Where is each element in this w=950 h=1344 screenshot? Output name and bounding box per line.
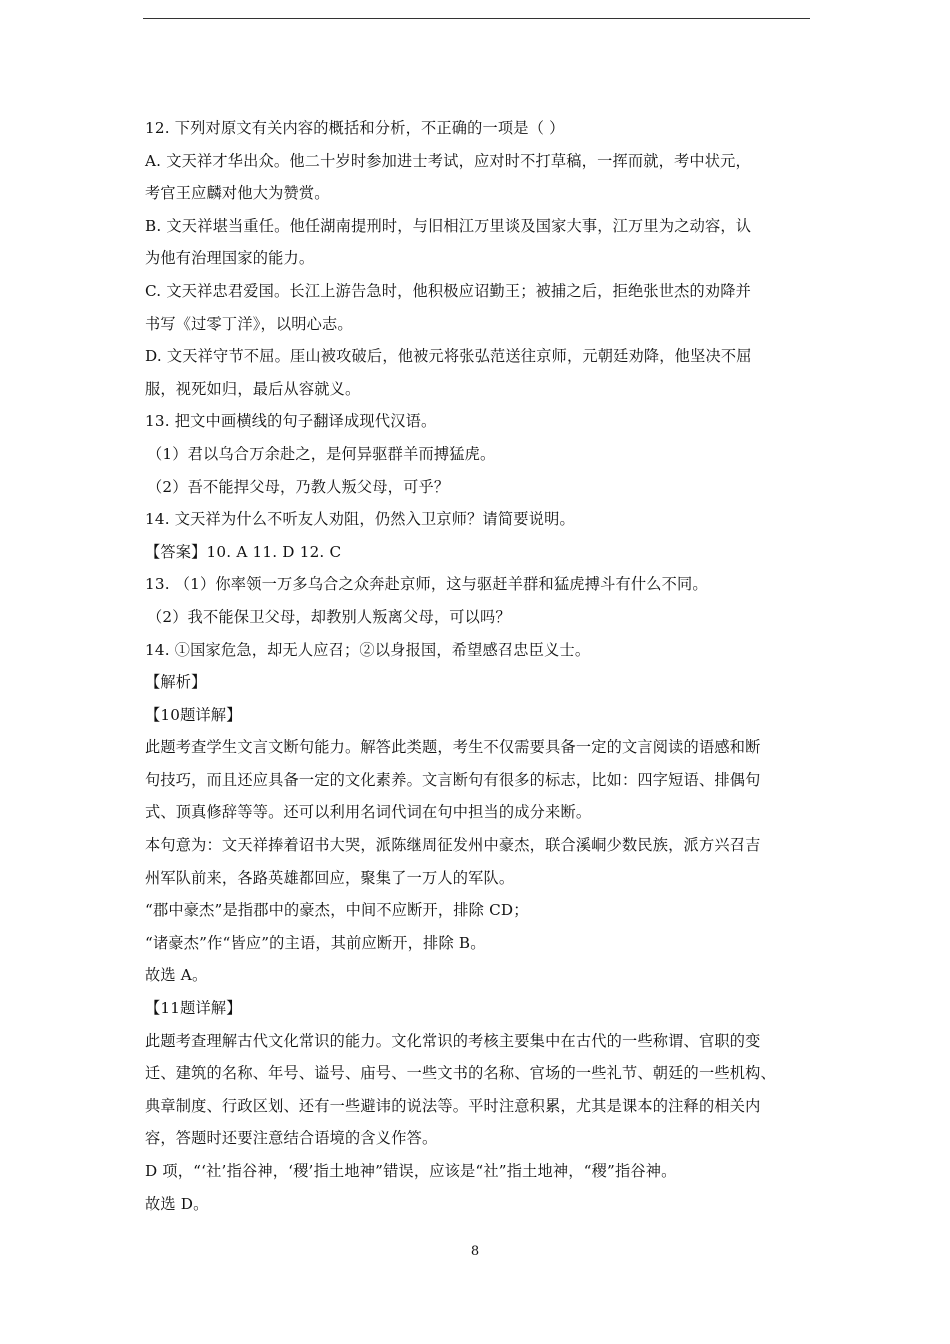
detail-11-note: D 项，“‘社’指谷神，‘稷’指土地神”错误，应该是“社”指土地神，“稷”指谷神。 bbox=[145, 1162, 677, 1180]
detail-11-conclusion: 故选 D。 bbox=[145, 1194, 209, 1213]
option-d-line-2: 服，视死如归，最后从容就义。 bbox=[145, 379, 361, 398]
detail-10-note-2: “诸豪杰”作“皆应”的主语，其前应断开，排除 B。 bbox=[145, 933, 486, 952]
detail-10-para-1-line-3: 式、顶真修辞等等。还可以利用名词代词在句中担当的成分来断。 bbox=[145, 803, 592, 822]
option-c-line-1: C. 文天祥忠君爱国。长江上游告急时，他积极应诏勤王；被捕之后，拒绝张世杰的劝降并 bbox=[145, 281, 752, 300]
detail-11-para-1-line-3: 典章制度、行政区划、还有一些避讳的说法等。平时注意积累，尤其是课本的注释的相关内 bbox=[145, 1096, 761, 1115]
question-13-part-2: （2）吾不能捍父母，乃教人叛父母，可乎？ bbox=[147, 477, 450, 496]
page-number: 8 bbox=[470, 1244, 480, 1259]
detail-10-para-2-line-2: 州军队前来，各路英雄都回应，聚集了一万人的军队。 bbox=[145, 868, 515, 887]
question-13-part-1: （1）君以乌合万余赴之，是何异驱群羊而搏猛虎。 bbox=[147, 444, 496, 463]
option-a-line-1: A. 文天祥才华出众。他二十岁时参加进士考试，应对时不打草稿，一挥而就，考中状元， bbox=[145, 151, 751, 170]
detail-10-para-2-line-1: 本句意为：文天祥捧着诏书大哭，派陈继周征发州中豪杰，联合溪峒少数民族，派方兴召吉 bbox=[145, 836, 761, 855]
option-d-line-1: D. 文天祥守节不屈。厓山被攻破后，他被元将张弘范送往京师，元朝廷劝降，他坚决不屈 bbox=[145, 347, 752, 366]
document-body bbox=[145, 112, 810, 1220]
detail-11-para-1-line-2: 迁、建筑的名称、年号、谥号、庙号、一些文书的名称、官场的一些礼节、朝廷的一些机构、 bbox=[145, 1064, 776, 1083]
answer-14: 14. ①国家危急，却无人应召；②以身报国，希望感召忠臣义士。 bbox=[145, 640, 591, 659]
option-c-line-2: 书写《过零丁洋》，以明心志。 bbox=[145, 314, 353, 333]
option-a-line-2: 考官王应麟对他大为赞赏。 bbox=[145, 184, 330, 203]
question-12-stem: 12. 下列对原文有关内容的概括和分析，不正确的一项是（ ） bbox=[145, 119, 565, 137]
detail-11-heading: 【11题详解】 bbox=[145, 999, 242, 1018]
option-b-line-1: B. 文天祥堪当重任。他任湖南提刑时，与旧相江万里谈及国家大事，江万里为之动容，认 bbox=[145, 216, 752, 235]
detail-11-para-1-line-1: 此题考查理解古代文化常识的能力。文化常识的考核主要集中在古代的一些称谓、官职的变 bbox=[145, 1031, 761, 1050]
header-rule bbox=[143, 18, 810, 19]
question-14-stem: 14. 文天祥为什么不听友人劝阻，仍然入卫京师？请简要说明。 bbox=[145, 510, 575, 529]
option-b-line-2: 为他有治理国家的能力。 bbox=[145, 249, 315, 268]
analysis-heading: 【解析】 bbox=[145, 673, 207, 692]
answer-heading: 【答案】10. A 11. D 12. C bbox=[145, 542, 342, 561]
question-13-stem: 13. 把文中画横线的句子翻译成现代汉语。 bbox=[145, 412, 437, 431]
detail-10-conclusion: 故选 A。 bbox=[145, 966, 208, 985]
detail-11-para-1-line-4: 容，答题时还要注意结合语境的含义作答。 bbox=[145, 1129, 438, 1148]
answer-13-part-2: （2）我不能保卫父母，却教别人叛离父母，可以吗？ bbox=[147, 607, 511, 626]
detail-10-note-1: “郡中豪杰”是指郡中的豪杰，中间不应断开，排除 CD； bbox=[145, 901, 529, 920]
detail-10-para-1-line-2: 句技巧，而且还应具备一定的文化素养。文言断句有很多的标志，比如：四字短语、排偶句 bbox=[145, 770, 761, 789]
answer-13-part-1: 13. （1）你率领一万多乌合之众奔赴京师，这与驱赶羊群和猛虎搏斗有什么不同。 bbox=[145, 575, 708, 594]
detail-10-heading: 【10题详解】 bbox=[145, 705, 242, 724]
detail-10-para-1-line-1: 此题考查学生文言文断句能力。解答此类题，考生不仅需要具备一定的文言阅读的语感和断 bbox=[145, 738, 761, 757]
